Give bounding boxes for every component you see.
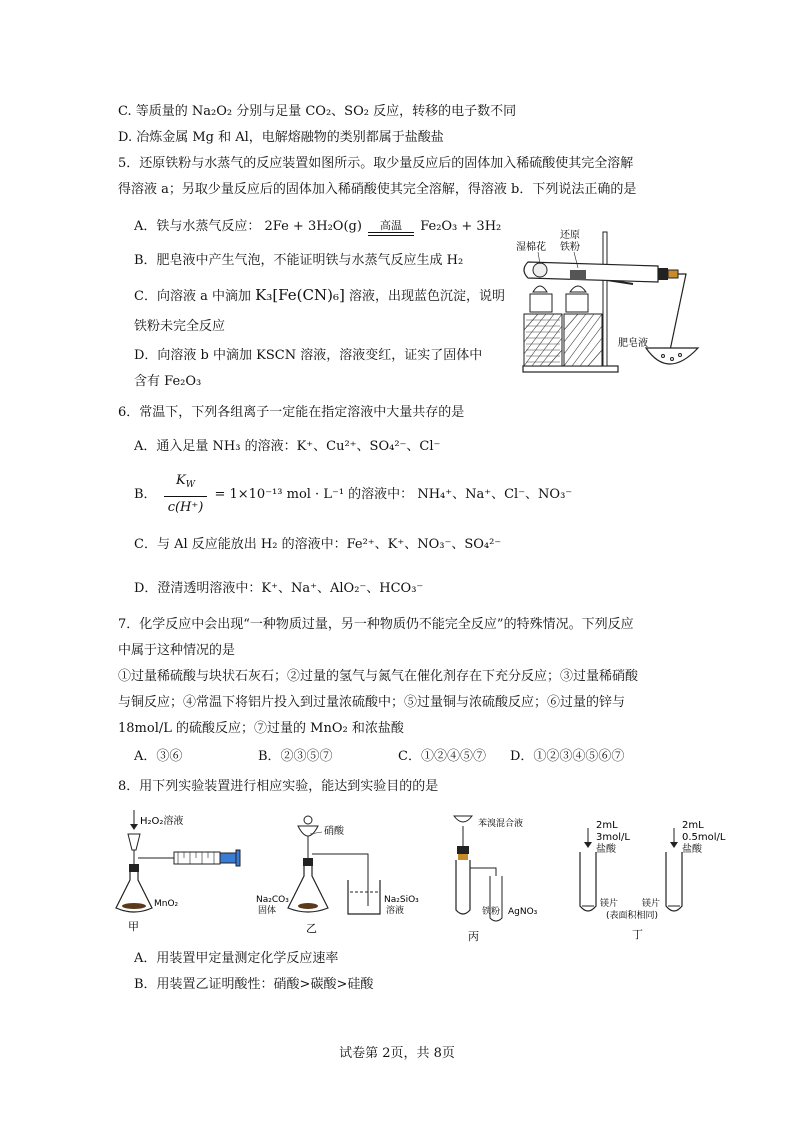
q7-items-1: ①过量稀硫酸与块状石灰石；②过量的氢气与氮气在催化剂存在下充分反应；③过量稀硝酸	[118, 669, 639, 684]
jia-mno2	[122, 903, 146, 909]
q5-option-d: D．向溶液 b 中滴加 KSCN 溶液，溶液变红，证实了固体中	[134, 348, 483, 363]
q5a-condition-arrow	[368, 220, 414, 236]
q6-option-d: D．澄清透明溶液中：K⁺、Na⁺、AlO₂⁻、HCO₃⁻	[134, 581, 424, 596]
yi-solid-1: Na₂CO₃	[256, 895, 289, 905]
yi-funnel	[298, 826, 318, 836]
jia-syringe-plunger	[220, 853, 236, 863]
q7-option-b: B．②③⑤⑦	[258, 749, 333, 764]
label-iron-2: 铁粉	[560, 242, 580, 253]
q5a-prefix: A．铁与水蒸气反应：	[134, 219, 261, 234]
ding-mg-label-2: 镁片	[642, 899, 661, 909]
ding-t2-acid: 盐酸	[682, 844, 702, 855]
bing-funnel	[454, 816, 472, 822]
bing-iron: 铁粉	[482, 907, 501, 917]
q6-stem: 6．常温下，下列各组离子一定能在指定溶液中大量共存的是	[118, 405, 465, 420]
bing-agno3: AgNO₃	[508, 907, 538, 917]
q5c-post: 溶液，出现蓝色沉淀，说明	[348, 289, 505, 304]
jia-syringe-handle	[236, 850, 240, 866]
jia-arrow-head	[130, 824, 138, 830]
ding-tube-1	[580, 852, 596, 911]
yi-sol-2: 溶液	[386, 906, 405, 916]
q6b-num-sub: W	[185, 480, 195, 490]
q6b-numerator	[164, 470, 208, 497]
jia-funnel	[128, 834, 140, 850]
q5-stem-1: 5．还原铁粉与水蒸气的反应装置如图所示。取少量反应后的固体加入稀硫酸使其完全溶解	[118, 156, 634, 171]
page-footer: 试卷第 2页，共 8页	[339, 1046, 455, 1061]
stopper	[658, 268, 668, 280]
yi-funnel-top	[304, 816, 312, 824]
yi-caption: 乙	[306, 922, 317, 935]
q4-option-d: D. 冶炼金属 Mg 和 Al，电解熔融物的类别都属于盐酸盐	[118, 130, 444, 145]
q5-option-c	[134, 286, 505, 306]
q5-option-c-cont: 铁粉未完全反应	[134, 319, 226, 334]
burner-2	[566, 294, 588, 312]
ding-caption: 丁	[632, 928, 643, 941]
yi-beaker	[348, 880, 380, 914]
iron-powder	[570, 270, 586, 280]
flame-1	[533, 286, 547, 292]
ding-t2-conc: 0.5mol/L	[682, 832, 726, 843]
q6-option-a: A．通入足量 NH₃ 的溶液：K⁺、Cu²⁺、SO₄²⁻、Cl⁻	[134, 439, 441, 454]
q5a-equal-arrow	[368, 232, 414, 236]
apparatus-bing	[454, 816, 538, 943]
jia-caption: 甲	[128, 920, 139, 933]
q6-option-c: C．与 Al 反应能放出 H₂ 的溶液中：Fe²⁺、K⁺、NO₃⁻、SO₄²⁻	[134, 537, 502, 552]
q7-option-a: A．③⑥	[134, 749, 183, 764]
yi-solid-2: 固体	[258, 906, 277, 916]
q4-option-c: C. 等质量的 Na₂O₂ 分别与足量 CO₂、SO₂ 反应，转移的电子数不同	[118, 104, 517, 119]
q5-option-b: B．肥皂液中产生气泡，不能证明铁与水蒸气反应生成 H₂	[134, 253, 464, 268]
burner-1	[530, 294, 552, 312]
q6b-mid: = 1×10⁻¹³ mol · L⁻¹ 的溶液中：	[214, 487, 414, 502]
wet-cotton	[533, 263, 547, 277]
stand-base	[523, 366, 618, 372]
ding-t1-vol: 2mL	[596, 820, 618, 831]
q7-items-2: 与铜反应；④常温下将铝片投入到过量浓硫酸中；⑤过量铜与浓硫酸反应；⑥过量的锌与	[118, 695, 626, 710]
apparatus-yi	[256, 816, 419, 935]
q5-apparatus-figure	[508, 222, 708, 382]
block-1	[524, 314, 562, 366]
rubber-connector	[668, 270, 678, 278]
bing-stopper	[457, 846, 469, 854]
ding-arrow-head-2	[670, 842, 678, 848]
q6b-prefix: B．	[134, 487, 157, 502]
block-2	[564, 314, 602, 366]
ding-t2-vol: 2mL	[682, 820, 704, 831]
bing-caption: 丙	[468, 930, 479, 943]
yi-sol-1: Na₂SiO₃	[384, 895, 419, 905]
q5c-prefix: C．向溶液 a 中滴加	[134, 289, 251, 304]
stand-rod	[603, 232, 607, 366]
q5c-formula: K₃[Fe(CN)₆]	[255, 286, 345, 304]
q5-stem-2: 得溶液 a；另取少量反应后的固体加入稀硝酸使其完全溶解，得溶液 b．下列说法正确的是	[118, 182, 637, 197]
yi-solid-powder	[298, 903, 318, 909]
ding-tube-2	[666, 852, 682, 911]
q7-stem-2: 中属于这种情况的是	[118, 643, 236, 658]
label-soap: 肥皂液	[618, 338, 648, 349]
label-wet-cotton: 湿棉花	[516, 242, 546, 253]
q5a-lhs: 2Fe + 3H₂O(g)	[264, 219, 362, 234]
ding-t1-conc: 3mol/L	[596, 832, 630, 843]
jia-solid: MnO₂	[154, 899, 179, 909]
q6b-num-k: K	[176, 473, 186, 488]
ding-mg-label-1: 镁片	[600, 899, 619, 909]
q7-items-3: 18mol/L 的硫酸反应；⑦过量的 MnO₂ 和浓盐酸	[118, 721, 404, 736]
q6-option-b	[134, 470, 572, 519]
jia-stopper	[129, 864, 139, 872]
q8-option-a: A．用装置甲定量测定化学反应速率	[134, 951, 339, 966]
q8-apparatus-figure	[118, 806, 726, 946]
q5-option-a	[134, 218, 501, 236]
q6b-denominator: c(H⁺)	[167, 500, 204, 515]
flame-2	[570, 286, 586, 292]
q6b-fraction	[164, 470, 208, 519]
q7-option-d: D．①②③④⑤⑥⑦	[510, 749, 625, 764]
yi-acid: 硝酸	[324, 826, 344, 837]
ding-mg-note: (表面积相同)	[606, 911, 659, 921]
ding-t1-acid: 盐酸	[596, 844, 616, 855]
bing-mix: 苯溴混合液	[478, 819, 524, 829]
yi-stopper	[303, 858, 313, 866]
bing-tube	[456, 860, 470, 914]
q7-stem-1: 7．化学反应中会出现“一种物质过量，另一种物质仍不能完全反应”的特殊情况。下列反应	[118, 617, 634, 632]
apparatus-ding	[580, 820, 726, 941]
q5-option-d-cont: 含有 Fe₂O₃	[134, 374, 202, 389]
delivery-tube	[668, 274, 686, 360]
apparatus-jia	[116, 810, 240, 933]
q6b-ions: NH₄⁺、Na⁺、Cl⁻、NO₃⁻	[417, 487, 573, 502]
q8-option-b: B．用装置乙证明酸性：硝酸>碳酸>硅酸	[134, 977, 374, 992]
soap-basin	[646, 348, 698, 364]
ding-arrow-head-1	[584, 842, 592, 848]
q5a-rhs: Fe₂O₃ + 3H₂	[420, 219, 502, 234]
q8-stem: 8．用下列实验装置进行相应实验，能达到实验目的的是	[118, 779, 439, 794]
bing-rubber	[458, 854, 468, 860]
q5a-condition: 高温	[380, 219, 403, 232]
q7-option-c: C．①②④⑤⑦	[398, 749, 486, 764]
jia-syringe-barrel	[174, 852, 220, 864]
label-iron-1: 还原	[560, 230, 580, 241]
jia-reagent: H₂O₂溶液	[140, 816, 184, 827]
